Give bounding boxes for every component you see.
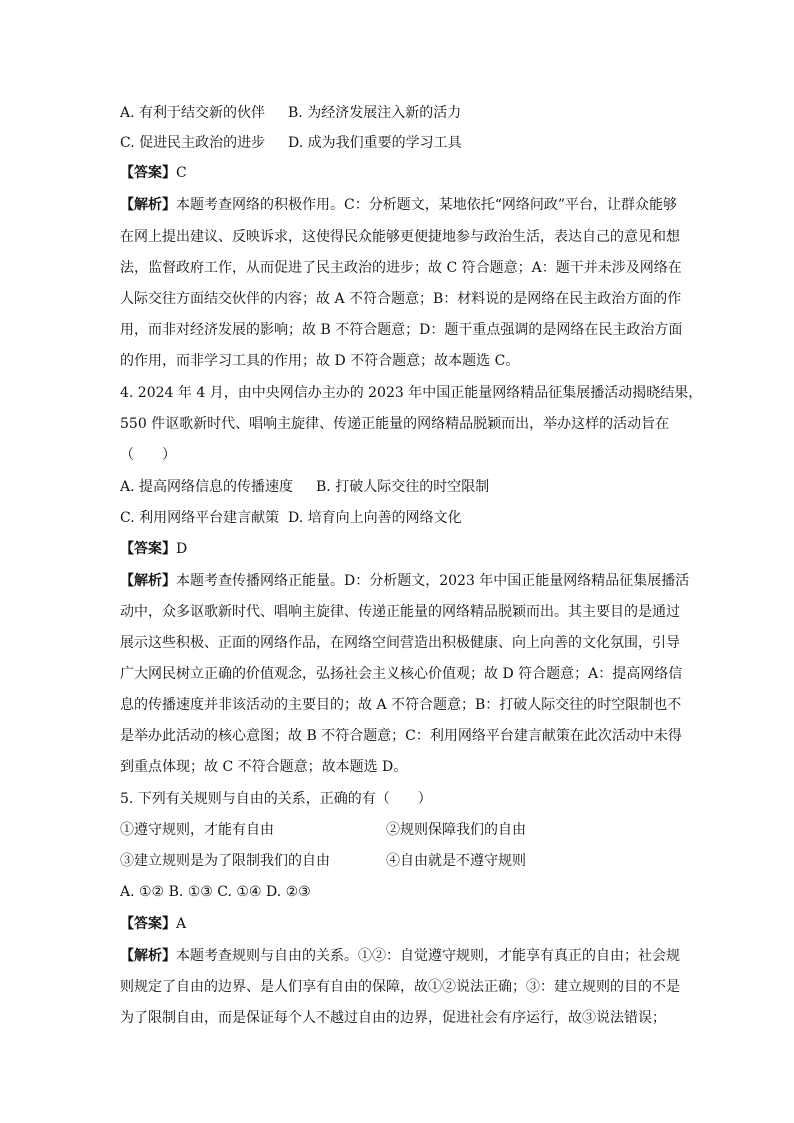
q3-option-b: B. 为经济发展注入新的活力 bbox=[288, 105, 462, 121]
analysis-tag: 【解析】 bbox=[120, 197, 176, 213]
q3-option-a: A. 有利于结交新的伙伴 bbox=[120, 105, 266, 121]
answer-tag: 【答案】 bbox=[120, 541, 176, 557]
q3-analysis-line: 的作用，而非学习工具的作用；故 D 不符合题意；故本题选 C。 bbox=[120, 353, 520, 369]
q4-option-a: A. 提高网络信息的传播速度 bbox=[120, 479, 294, 495]
answer-value: D bbox=[176, 541, 188, 557]
q3-analysis-line: 法，监督政府工作，从而促进了民主政治的进步；故 C 符合题意；A：题干并未涉及网络在 bbox=[120, 260, 682, 276]
q4-analysis-line: 到重点体现；故 C 不符合题意；故本题选 D。 bbox=[120, 759, 408, 775]
q4-analysis-line: 动中，众多讴歌新时代、唱响主旋律、传递正能量的网络精品脱颖而出。其主要目的是通过 bbox=[120, 604, 680, 620]
q4-option-b: B. 打破人际交往的时空限制 bbox=[316, 479, 490, 495]
q5-stem: 5. 下列有关规则与自由的关系，正确的有（ ） bbox=[120, 791, 432, 807]
analysis-tag: 【解析】 bbox=[120, 948, 176, 964]
analysis-text: 本题考查传播网络正能量。D：分析题文，2023 年中国正能量网络精品征集展播活 bbox=[176, 573, 690, 589]
q4-option-c: C. 利用网络平台建言献策 bbox=[120, 510, 280, 526]
q5-item-3: ③建立规则是为了限制我们的自由 bbox=[120, 853, 330, 869]
q5-answer bbox=[120, 914, 680, 934]
answer-tag: 【答案】 bbox=[120, 165, 176, 181]
q3-analysis-line: 用，而非对经济发展的影响；故 B 不符合题意；D：题干重点强调的是网络在民主政治方面 bbox=[120, 322, 683, 338]
q3-answer bbox=[120, 163, 680, 183]
q4-option-d: D. 培育向上向善的网络文化 bbox=[288, 510, 462, 526]
analysis-tag: 【解析】 bbox=[120, 573, 176, 589]
q4-analysis-line bbox=[120, 571, 690, 591]
q4-answer bbox=[120, 539, 680, 559]
q4-analysis-line: 广大网民树立正确的价值观念，弘扬社会主义核心价值观；故 D 符合题意；A：提高网络信 bbox=[120, 666, 683, 682]
q5-analysis-line: 则规定了自由的边界、是人们享有自由的保障，故①②说法正确；③：建立规则的目的不是 bbox=[120, 979, 680, 995]
q3-option-d: D. 成为我们重要的学习工具 bbox=[288, 135, 462, 151]
q4-analysis-line: 展示这些积极、正面的网络作品，在网络空间营造出积极健康、向上向善的文化氛围，引导 bbox=[120, 635, 680, 651]
q3-analysis-line: 人际交往方面结交伙伴的内容；故 A 不符合题意；B：材料说的是网络在民主政治方面的作 bbox=[120, 291, 682, 307]
q4-stem-line: 4. 2024 年 4 月，由中央网信办主办的 2023 年中国正能量网络精品征集展播活动揭晓结果， bbox=[120, 385, 703, 401]
q4-analysis-line: 息的传播速度并非该活动的主要目的；故 A 不符合题意；B：打破人际交往的时空限制也不 bbox=[120, 697, 682, 713]
q4-stem-line: 550 件讴歌新时代、唱响主旋律、传递正能量的网络精品脱颖而出，举办这样的活动旨在 bbox=[120, 416, 670, 432]
q3-analysis-line: 在网上提出建议、反映诉求，这使得民众能够更便捷地参与政治生活，表达自己的意见和想 bbox=[120, 229, 680, 245]
q4-stem-line: （ ） bbox=[120, 447, 176, 463]
q3-analysis-line bbox=[120, 195, 680, 215]
analysis-text: 本题考查规则与自由的关系。①②：自觉遵守规则，才能享有真正的自由；社会规 bbox=[176, 948, 680, 964]
q5-item-2: ②规则保障我们的自由 bbox=[386, 822, 526, 838]
q4-analysis-line: 是举办此活动的核心意图；故 B 不符合题意；C：利用网络平台建言献策在此次活动中未得 bbox=[120, 728, 682, 744]
answer-tag: 【答案】 bbox=[120, 916, 176, 932]
answer-value: A bbox=[176, 916, 187, 932]
q5-item-1: ①遵守规则，才能有自由 bbox=[120, 822, 274, 838]
q3-option-c: C. 促进民主政治的进步 bbox=[120, 135, 266, 151]
q5-analysis-line: 为了限制自由，而是保证每个人不越过自由的边界，促进社会有序运行，故③说法错误； bbox=[120, 1010, 666, 1026]
q5-analysis-line bbox=[120, 946, 680, 966]
analysis-text: 本题考查网络的积极作用。C：分析题文，某地依托“网络问政”平台，让群众能够 bbox=[176, 197, 678, 213]
q5-item-4: ④自由就是不遵守规则 bbox=[386, 853, 526, 869]
q5-choices: A. ①② B. ①③ C. ①④ D. ②③ bbox=[120, 884, 311, 900]
answer-value: C bbox=[176, 165, 187, 181]
